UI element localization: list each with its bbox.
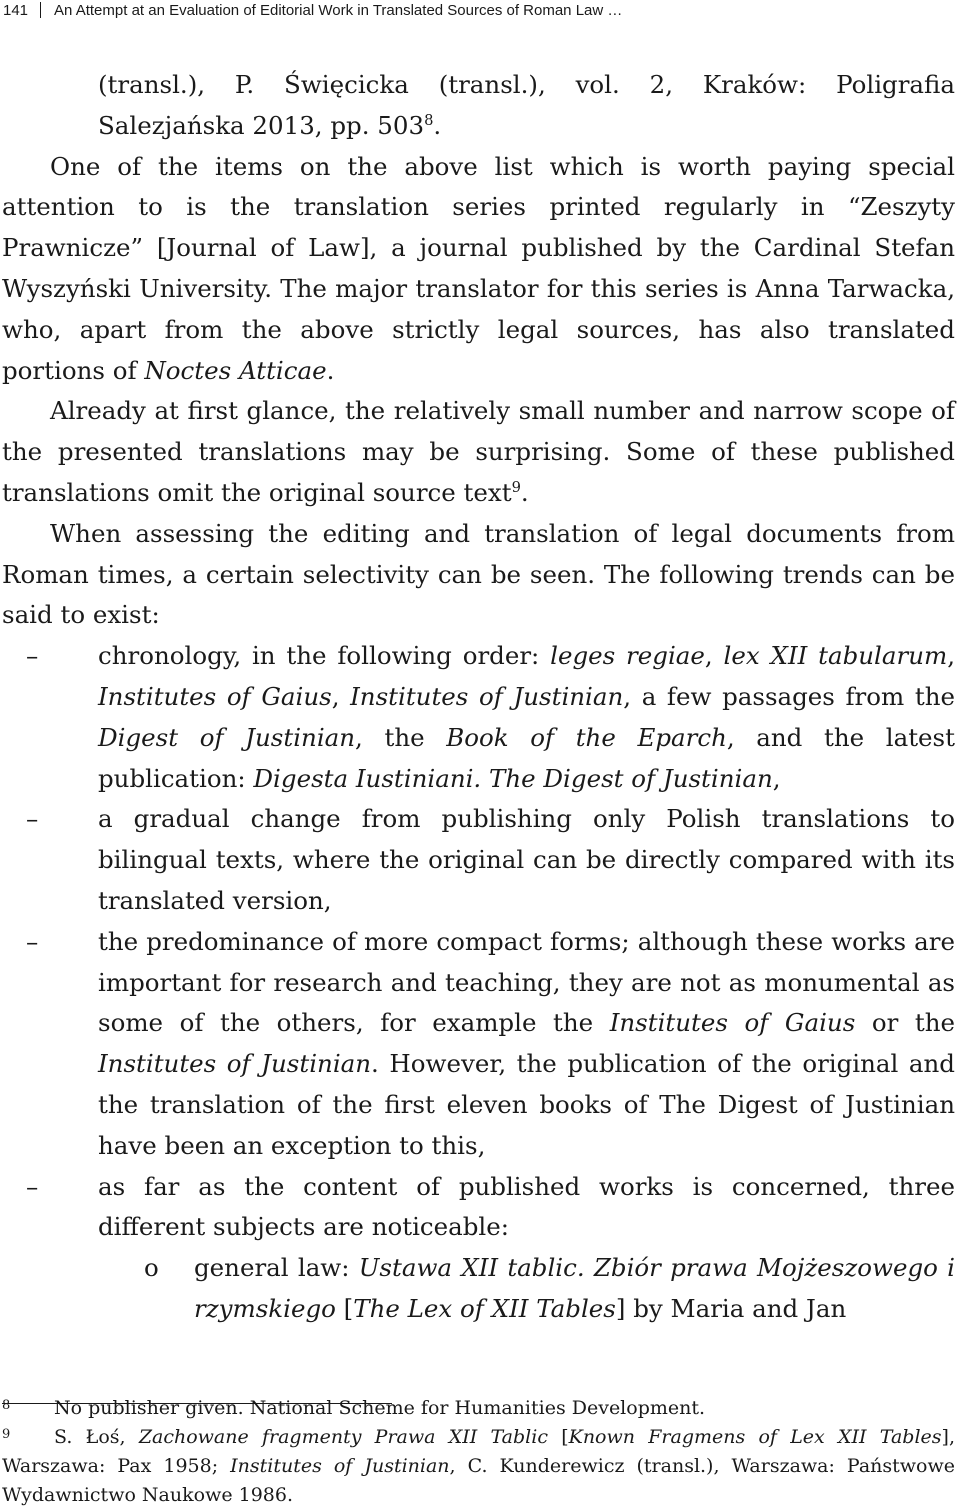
circle-bullet: o (144, 1253, 159, 1283)
paragraph-continuation: (transl.), P. Święcicka (transl.), vol. 2, Kraków: Poligrafia Salezjańska 2013, pp. $503^8$. (98, 70, 955, 140)
running-title: An Attempt at an Evaluation of Editorial Work in Translated Sources of Roman Law … (54, 2, 623, 19)
dash-bullet: – (26, 804, 39, 834)
dash-bullet: – (26, 641, 39, 671)
main-text (2, 65, 955, 1330)
footnotes (2, 1394, 955, 1510)
footnote-9: 9 S. Łoś, Zachowane fragmenty Prawa XII Tablic [Known Fragmens of Lex XII Tables], Warszawa: Pax 1958; Institutes of Justinian, C. Kunderewicz (transl.), Warszawa: Państwowe Wydawnictwo Naukowe 1986. (2, 1426, 955, 1506)
footnote-ref-8[interactable]: 8 (424, 111, 434, 129)
dash-bullet: – (26, 1171, 39, 1201)
list-item-compact-forms: – the predominance of more compact forms; although these works are important for research and teaching, they are not as monumental as some of the others, for example the Institutes of Gaius or the Institutes of Justinian. However, the publication of the original and the translation of the first eleven books of The Digest of Justinian have been an exception to this, (2, 922, 955, 1167)
list-item-chronology: – chronology, in the following order: leges regiae, lex XII tabularum, Institutes of Gaius, Institutes of Justinian, a few passages from the Digest of Justinian, the Book of the Eparch, and the latest publication: Digesta Iustiniani. The Digest of Justinian, (2, 636, 955, 799)
dash-bullet: – (26, 926, 39, 956)
paragraph-scope: Already at first glance, the relatively small number and narrow scope of the presented translations may be surprising. Some of these published translations omit the original source text$^9$. (2, 396, 955, 507)
running-header (3, 0, 622, 22)
list-item-subjects: – as far as the content of published works is concerned, three different subjects are noticeable: (2, 1167, 955, 1249)
sub-list-item-general-law: o general law: Ustawa XII tablic. Zbiór prawa Mojżeszowego i rzymskiego [The Lex of XII Tables] by Maria and Jan (2, 1248, 955, 1330)
footnote-ref-9[interactable]: 9 (511, 478, 521, 496)
list-item-bilingual: – a gradual change from publishing only Polish translations to bilingual texts, where the original can be directly compared with its translated version, (2, 799, 955, 921)
footnote-8: 8 No publisher given. National Scheme for Humanities Development. (2, 1397, 706, 1419)
paragraph-trends: When assessing the editing and translation of legal documents from Roman times, a certain selectivity can be seen. The following trends can be said to exist: (2, 518, 955, 630)
page-number: 141 (3, 2, 29, 19)
paragraph-zeszyty: One of the items on the above list which is worth paying special attention to is the translation series printed regularly in “Zeszyty Prawnicze” [Journal of Law], a journal published by the Cardinal Stefan Wyszyński University. The major translator for this series is Anna Tarwacka, who, apart from the above strictly legal sources, has also translated portions of Noctes Atticae. (2, 151, 955, 385)
header-separator (40, 2, 41, 18)
